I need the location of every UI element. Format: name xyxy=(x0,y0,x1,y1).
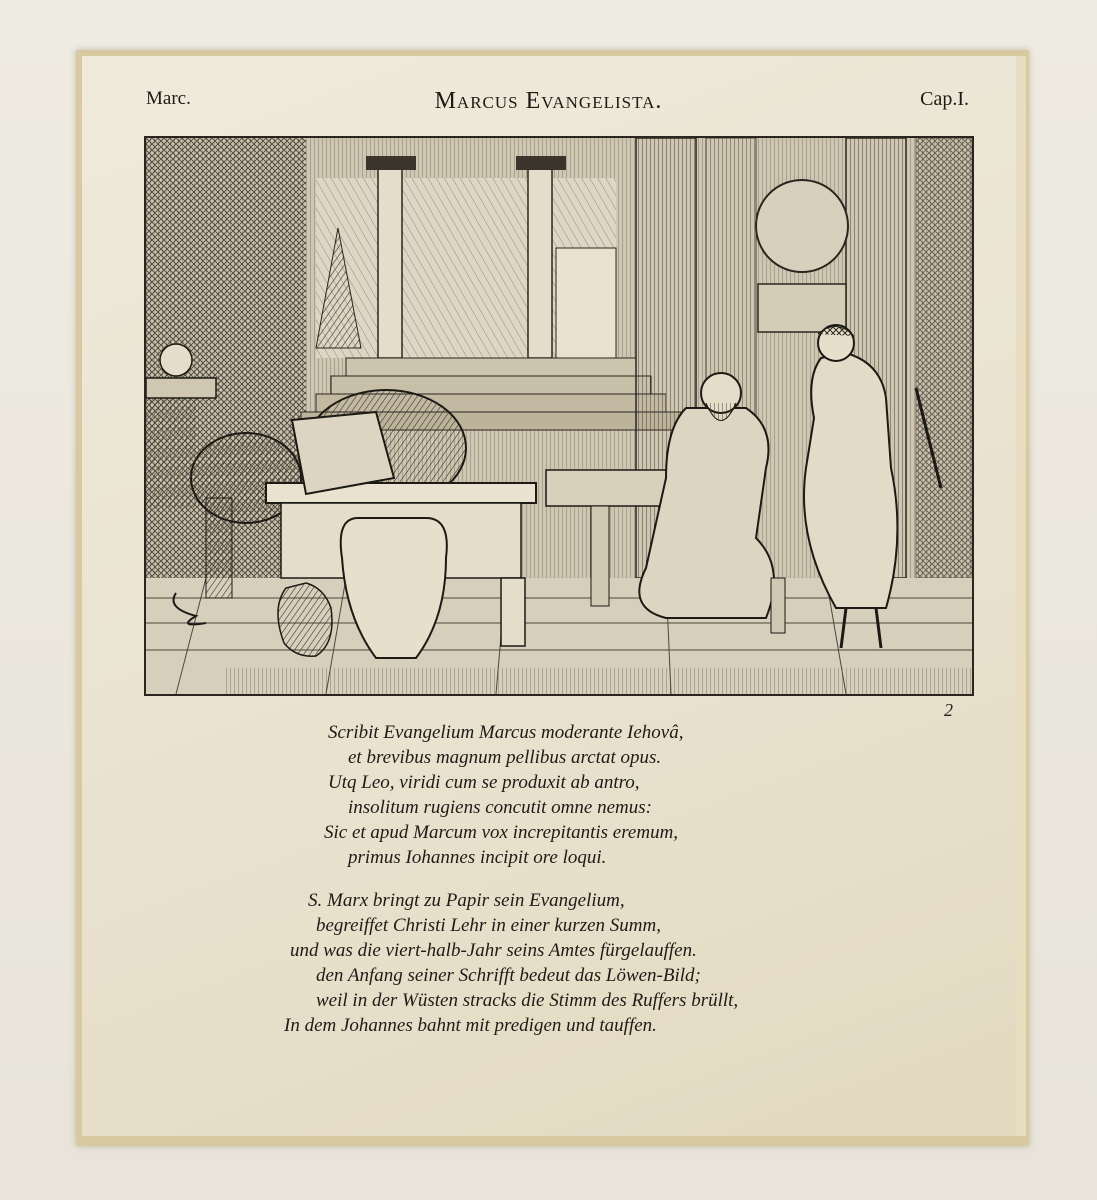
verses-block xyxy=(240,720,900,1038)
engraving-plate xyxy=(144,136,974,696)
engraving-illustration xyxy=(146,138,972,694)
latin-verse-line: Utq Leo, viridi cum se produxit ab antro, xyxy=(328,772,640,793)
header-title: Marcus Evangelista. xyxy=(434,88,663,114)
german-verse-line: den Anfang seiner Schrifft bedeut das Löwen-Bild; xyxy=(316,965,701,986)
latin-verses xyxy=(240,720,900,870)
latin-verse-line: et brevibus magnum pellibus arctat opus. xyxy=(348,747,662,768)
german-verse-line: In dem Johannes bahnt mit predigen und tauffen. xyxy=(284,1015,657,1036)
latin-verse-line: Scribit Evangelium Marcus moderante Iehovâ, xyxy=(328,722,684,743)
german-verse-line: begreiffet Christi Lehr in einer kurzen Summ, xyxy=(316,915,661,936)
latin-verse-line: primus Iohannes incipit ore loqui. xyxy=(348,847,607,868)
german-verse-line: und was die viert-halb-Jahr seins Amtes fürgelauffen. xyxy=(290,940,697,961)
header-chapter: Cap.I. xyxy=(920,88,969,110)
plate-number: 2 xyxy=(944,700,953,720)
latin-verse-line: insolitum rugiens concutit omne nemus: xyxy=(348,797,652,818)
german-verses xyxy=(240,888,900,1038)
latin-verse-line: Sic et apud Marcum vox increpitantis eremum, xyxy=(324,822,679,843)
german-verse-line: S. Marx bringt zu Papir sein Evangelium, xyxy=(308,890,625,911)
header-book: Marc. xyxy=(146,88,191,109)
german-verse-line: weil in der Wüsten stracks die Stimm des Ruffers brüllt, xyxy=(316,990,739,1011)
